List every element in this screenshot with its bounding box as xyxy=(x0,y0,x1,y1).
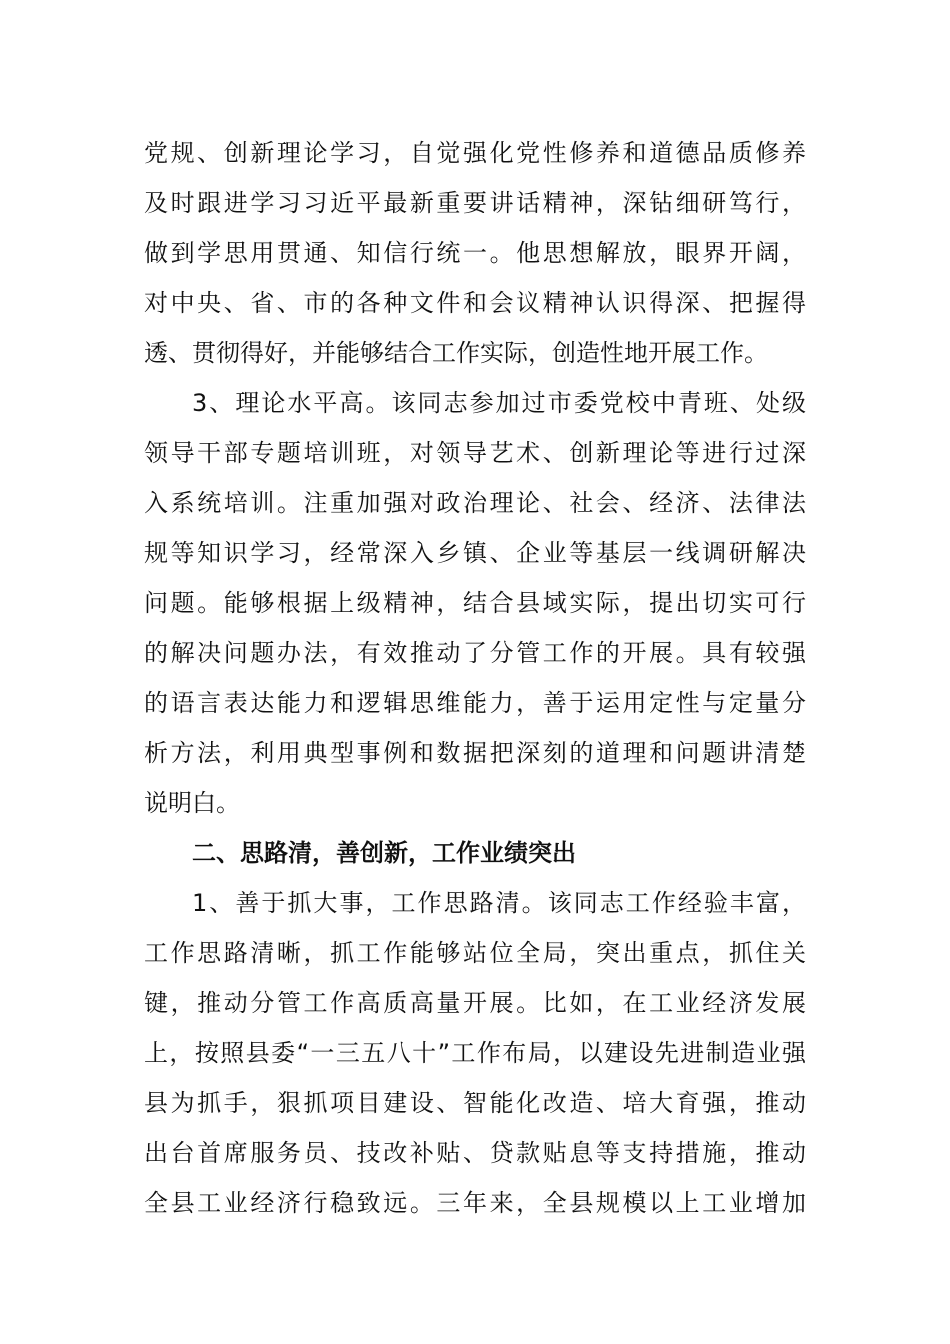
text-line: 透、贯彻得好，并能够结合工作实际，创造性地开展工作。 xyxy=(144,339,768,367)
text-line: 3、理论水平高。该同志参加过市委党校中青班、处级 xyxy=(192,389,806,417)
text-line: 的语言表达能力和逻辑思维能力，善于运用定性与定量分 xyxy=(144,689,806,717)
body-text xyxy=(144,128,806,1228)
text-line: 工作思路清晰，抓工作能够站位全局，突出重点，抓住关 xyxy=(144,939,806,967)
text-line: 对中央、省、市的各种文件和会议精神认识得深、把握得 xyxy=(144,289,806,317)
text-line: 析方法，利用典型事例和数据把深刻的道理和问题讲清楚 xyxy=(144,739,806,767)
text-line: 键，推动分管工作高质高量开展。比如，在工业经济发展 xyxy=(144,989,806,1017)
text-line: 1、善于抓大事，工作思路清。该同志工作经验丰富， xyxy=(192,889,806,917)
text-line: 做到学思用贯通、知信行统一。他思想解放，眼界开阔， xyxy=(144,239,806,267)
section-heading: 二、思路清，善创新，工作业绩突出 xyxy=(192,839,576,867)
text-line: 全县工业经济行稳致远。三年来，全县规模以上工业增加 xyxy=(144,1189,806,1217)
text-line: 的解决问题办法，有效推动了分管工作的开展。具有较强 xyxy=(144,639,806,667)
text-line: 领导干部专题培训班，对领导艺术、创新理论等进行过深 xyxy=(144,439,806,467)
text-line: 规等知识学习，经常深入乡镇、企业等基层一线调研解决 xyxy=(144,539,806,567)
text-line: 问题。能够根据上级精神，结合县域实际，提出切实可行 xyxy=(144,589,806,617)
text-line: 入系统培训。注重加强对政治理论、社会、经济、法律法 xyxy=(144,489,806,517)
text-line: 及时跟进学习习近平最新重要讲话精神，深钻细研笃行， xyxy=(144,189,806,217)
text-line: 上，按照县委“一三五八十”工作布局，以建设先进制造业强 xyxy=(144,1039,806,1067)
text-line: 出台首席服务员、技改补贴、贷款贴息等支持措施，推动 xyxy=(144,1139,806,1167)
text-line: 说明白。 xyxy=(144,789,240,817)
text-line: 党规、创新理论学习，自觉强化党性修养和道德品质修养 xyxy=(144,139,806,167)
text-line: 县为抓手，狠抓项目建设、智能化改造、培大育强，推动 xyxy=(144,1089,806,1117)
